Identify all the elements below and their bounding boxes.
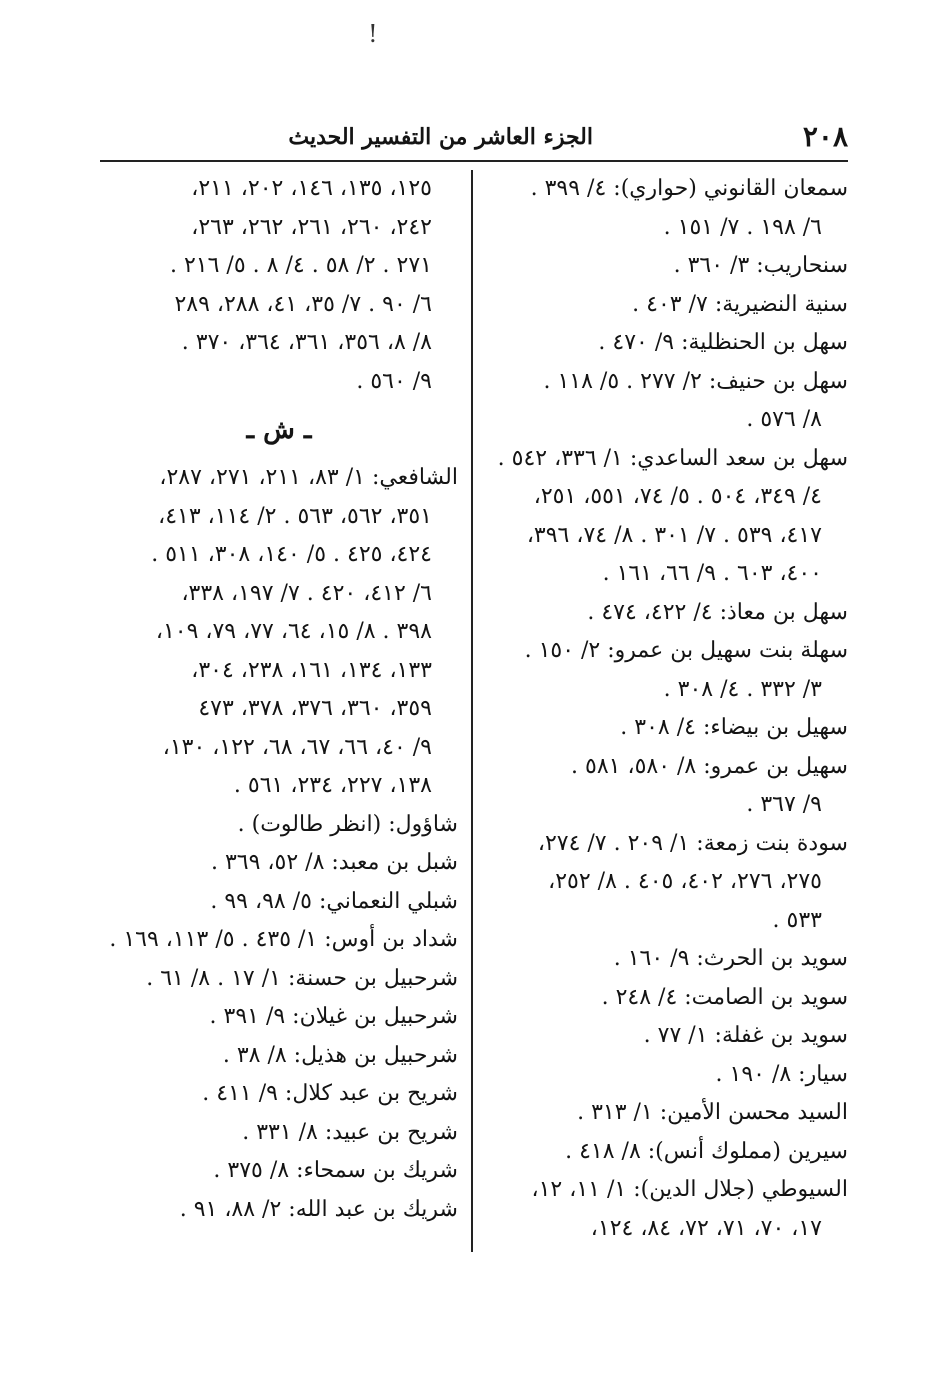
index-entry: سيرين (مملوك أنس): ٨/ ٤١٨ . — [565, 1138, 848, 1164]
index-entry: سهيل بن عمرو: ٨/ ٥٨٠، ٥٨١ . — [571, 753, 848, 779]
index-entry: سودة بنت زمعة: ١/ ٢٠٩ . ٧/ ٢٧٤، — [537, 830, 848, 856]
index-column-right — [488, 170, 848, 1248]
section-letter-heading: ـ ش ـ — [246, 415, 312, 445]
index-entry: شرحبيل بن هذيل: ٨/ ٣٨ . — [222, 1042, 458, 1068]
index-entry: شريك بن عبد الله: ٢/ ٨٨، ٩١ . — [179, 1196, 458, 1222]
index-entry: السيد محسن الأمين: ١/ ٣١٣ . — [577, 1100, 848, 1125]
index-entry-continuation: ١٧، ٧٠، ٧١، ٧٢، ٨٤، ١٢٤، — [590, 1215, 822, 1241]
index-entry-continuation: ٢٧١ . ٢/ ٥٨ . ٤/ ٨ . ٥/ ٢١٦ . — [169, 253, 432, 278]
index-entry: شاؤول: (انظر طالوت) . — [237, 811, 458, 837]
index-entry-continuation: ١٢٥، ١٣٥، ١٤٦، ٢٠٢، ٢١١، — [191, 176, 432, 201]
index-entry: سهلة بنت سهيل بن عمرو: ٢/ ١٥٠ . — [524, 638, 848, 663]
index-entry: شريح بن عبيد: ٨/ ٣٣١ . — [242, 1119, 458, 1145]
index-entry: سمعان القانوني (حواري): ٤/ ٣٩٩ . — [530, 176, 848, 201]
index-entry-continuation: ٤٠٠، ٦٠٣ . ٩/ ٦٦، ١٦١ . — [602, 561, 822, 586]
index-entry: شبلي النعماني: ٥/ ٩٨، ٩٩ . — [210, 888, 458, 914]
index-entry: سويد بن غفلة: ١/ ٧٧ . — [643, 1023, 848, 1048]
index-entry: سهل بن الحنظلية: ٩/ ٤٧٠ . — [598, 330, 848, 355]
index-entry-continuation: ٢٤٢، ٢٦٠، ٢٦١، ٢٦٢، ٢٦٣، — [191, 214, 432, 240]
index-entry: سنية النضيرية: ٧/ ٤٠٣ . — [632, 291, 848, 317]
index-entry-continuation: ٣٥١، ٥٦٢، ٥٦٣ . ٢/ ١١٤، ٤١٣، — [158, 503, 432, 529]
index-entry: شرحبيل بن غيلان: ٩/ ٣٩١ . — [209, 1004, 458, 1029]
index-entry: سنحاريب: ٣/ ٣٦٠ . — [673, 253, 848, 278]
index-entry-continuation: ٤١٧، ٥٣٩ . ٧/ ٣٠١ . ٨/ ٧٤، ٣٩٦، — [526, 522, 822, 548]
index-column-left — [100, 170, 458, 1229]
index-entry: سهل بن معاذ: ٤/ ٤٢٢، ٤٧٤ . — [587, 599, 848, 625]
index-entry-continuation: ٣/ ٣٣٢ . ٤/ ٣٠٨ . — [663, 676, 822, 702]
section-entries — [100, 459, 458, 1229]
index-entry-continuation: ٨/ ٥٧٦ . — [746, 407, 822, 432]
index-entry: السيوطي (جلال الدين): ١/ ١١، ١٢، — [531, 1177, 848, 1202]
index-entry: سويد بن الصامت: ٤/ ٢٤٨ . — [601, 984, 848, 1010]
index-entry: سهل بن حنيف: ٢/ ٢٧٧ . ٥/ ١١٨ . — [543, 368, 848, 394]
index-entry: سهيل بن بيضاء: ٤/ ٣٠٨ . — [620, 715, 848, 740]
index-entry-continuation: ٣٥٩، ٣٦٠، ٣٧٦، ٣٧٨، ٤٧٣ — [198, 696, 432, 721]
index-entry: شداد بن أوس: ١/ ٤٣٥ . ٥/ ١١٣، ١٦٩ . — [109, 927, 458, 952]
index-entry-continuation: ٤٢٤، ٤٢٥ . ٥/ ١٤٠، ٣٠٨، ٥١١ . — [151, 542, 432, 567]
column-divider — [471, 170, 473, 1252]
index-entry-continuation: ٩/ ٥٦٠ . — [356, 368, 432, 394]
index-entry: سهل بن سعد الساعدي: ١/ ٣٣٦، ٥٤٢ . — [497, 445, 848, 471]
index-entry-continuation: ٦/ ٩٠ . ٧/ ٣٥، ٤١، ٢٨٨، ٢٨٩ — [174, 291, 432, 317]
index-entry: سيار: ٨/ ١٩٠ . — [715, 1061, 848, 1087]
index-entry: شريح بن عبد كلال: ٩/ ٤١١ . — [202, 1081, 458, 1106]
index-entry-continuation: ٦/ ٤١٢، ٤٢٠ . ٧/ ١٩٧، ٣٣٨، — [181, 580, 432, 606]
index-entry: شبل بن معبد: ٨/ ٥٢، ٣٦٩ . — [210, 850, 458, 875]
index-entry-continuation: ٨/ ٨، ٣٥٦، ٣٦١، ٣٦٤، ٣٧٠ . — [181, 330, 432, 355]
continuation-block — [100, 170, 458, 401]
index-entry-continuation: ٩/ ٣٦٧ . — [746, 792, 822, 817]
page-header — [100, 118, 848, 162]
index-entry-continuation: ٤/ ٣٤٩، ٥٠٤ . ٥/ ٧٤، ٥٥١، ٢٥١، — [533, 484, 822, 509]
page-number: ٢٠٨ — [802, 120, 848, 153]
index-entry-continuation: ١٣٣، ١٣٤، ١٦١، ٢٣٨، ٣٠٤، — [191, 657, 432, 683]
index-entry-continuation: ٢٧٥، ٢٧٦، ٤٠٢، ٤٠٥ . ٨/ ٢٥٢، — [548, 869, 822, 894]
top-mark: ! — [368, 20, 378, 48]
running-title: الجزء العاشر من التفسير الحديث — [288, 124, 593, 150]
index-entry-continuation: ٩/ ٤٠، ٦٦، ٦٧، ٦٨، ١٢٢، ١٣٠، — [162, 734, 432, 760]
index-entry-continuation: ٥٣٣ . — [772, 907, 822, 933]
index-entry: سويد بن الحرث: ٩/ ١٦٠ . — [613, 946, 848, 971]
index-entry-continuation: ١٣٨، ٢٢٧، ٢٣٤، ٥٦١ . — [233, 773, 432, 798]
index-entry: شرحبيل بن حسنة: ١/ ١٧ . ٨/ ٦١ . — [146, 965, 458, 991]
index-entry-continuation: ٦/ ١٩٨ . ٧/ ١٥١ . — [663, 214, 822, 240]
index-entry: شريك بن سمحاء: ٨/ ٣٧٥ . — [213, 1158, 458, 1183]
index-entry: الشافعي: ١/ ٨٣، ٢١١، ٢٧١، ٢٨٧، — [159, 465, 458, 490]
index-entry-continuation: ٣٩٨ . ٨/ ١٥، ٦٤، ٧٧، ٧٩، ١٠٩، — [155, 619, 432, 644]
